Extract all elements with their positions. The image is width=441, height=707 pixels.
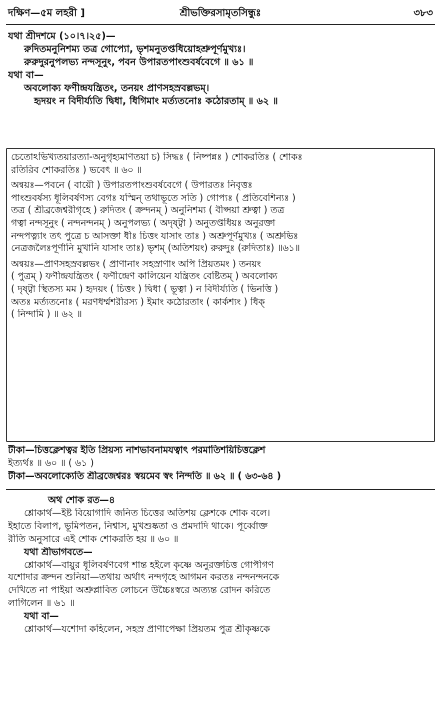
verse-source-line: যথা শ্রীদশমে (১০।৭।২৫)— [8, 31, 116, 42]
section-divider [6, 489, 435, 490]
header-chapter: দক্ষিণ—৫ম লহরী ] [8, 8, 85, 19]
translation-line: লাগিলেন ॥ ৬১ ॥ [8, 598, 75, 610]
translation-line: রীতি অনুসারে এই শোক শোকরতি হয় ॥ ৬০ ॥ [8, 533, 179, 545]
commentary-line: তত্র ( শ্রীব্রজেশ্বরীগৃহে ) রুদিতং ( ক্রন্দনম্ ) অনুনিশম্য ( বীপ্সয়া শ্রুত্বা ) তত্র [11, 205, 285, 217]
commentary-line: ( নিন্দামি ) ॥ ৬২ ॥ [11, 309, 82, 321]
commentary-line: অন্বয়ঃ—পবনে ( বায়ৌ ) উপারতপাংশুবর্ষবেগে ( উপারতঃ নিবৃত্তঃ [11, 180, 253, 192]
tika-line: টীকা—অবলোক্যেতি শ্রীব্রজেশ্বরঃ স্বয়মেব স্বং নিন্দতি ॥ ৬২ ॥ ( ৬৩-৬৪ ) [8, 470, 282, 482]
translation-line: শ্লোকার্থ—ইষ্ট বিয়োগাদি জনিত চিত্তের অতিশয় ক্লেশকে শোক বলে। [24, 507, 271, 519]
commentary-line: রতিরিব শোকরতিঃ ) ভবেৎ ॥ ৬০ ॥ [11, 164, 142, 176]
tika-line: ইত্যর্থঃ ॥ ৬০ ॥ ( ৬১ ) [8, 457, 94, 469]
commentary-box [6, 148, 435, 442]
header-divider [6, 24, 435, 25]
translation-section [8, 495, 435, 637]
commentary-line: অন্বয়ঃ—প্রাণসহস্রবল্লভং ( প্রাণানাং সহস্রাণাং অপি প্রিয়তমং ) তনয়ং [11, 258, 261, 270]
commentary-line: নেত্রজলৈঃপূর্ণানি মুখানি যাসাং তাঃ) ভৃশম্ (অতিশয়ং) রুরুদুঃ (রুদিতাঃ) ॥৬১॥ [11, 243, 300, 255]
commentary-line: পাংশুবর্ষস্য ধূলিবর্ষণস্য বেগঃ যস্মিন্ তথাভূতে সতি ) গোপ্যঃ ( প্রতিবেশিন্যঃ ) [11, 192, 296, 204]
running-header [8, 6, 433, 24]
verse-line: রুরুদুরনুপলভ্য নন্দসূনুং, পবন উপারতপাংশুবর্ষবেগে ॥ ৬১ ॥ [24, 57, 254, 68]
translation-line: দেখিতে না পাইয়া অশ্রুপ্লাবিত লোচনে উচ্চৈঃস্বরে অত্যন্ত রোদন করিতে [8, 585, 271, 597]
commentary-line: ( দৃষ্ট্বা স্থিতস্য মম ) হৃদয়ং ( চিত্তং ) দ্বিধা ( ভূত্বা ) ন বিদীর্য্যতি ( ভিনত্তি ) [11, 283, 279, 295]
section-heading: অথ শোক রত—৪ [48, 495, 115, 506]
translation-line: যশোদার ক্রন্দন শুনিয়া—তথায় অর্থাৎ নন্দগৃহে আগমন করতঃ নন্দনন্দনকে [8, 572, 280, 584]
commentary-line: নন্দপত্ন্যাং তৎ পুত্রে চ আসক্তা ধীঃ চিত্তং যাসাং তাঃ ) অশ্রুপূর্ণমুখ্যঃ ( অশ্রুভিঃ [11, 230, 299, 242]
verse-source-line: যথা বা— [8, 70, 44, 81]
verse-line: রুদিতমনুনিশম্য তত্র গোপ্যো, ভৃশমনুতপ্তধিয়োহশ্রুপূর্ণমুখ্যঃ। [24, 44, 246, 55]
commentary-line: গত্বা নন্দসূনুং ( নন্দনন্দনম্ ) অনুপলভ্য ( অদৃষ্ট্বা ) অনুতপ্তধিয়ঃ অনুরক্তা [11, 217, 276, 229]
verse-line: অবলোক্য ফণীন্দ্রযন্ত্রিতং, তনয়ং প্রাণসহস্রবল্লভম্। [24, 83, 210, 94]
verse-section [8, 30, 435, 108]
commentary-line: চেতোঽভিখ্যতয়ারত্যা-অনুগৃহ্যমাণতয়া চ) সিদ্ধঃ ( নিষ্পন্নঃ ) শোকরতিঃ ( শোকঃ [11, 152, 303, 163]
translation-line: ইহাতে বিলাপ, ভূমিপতন, নিশ্বাস, মুখশুষ্কতা ও প্রমদাদি থাকে। পূর্ব্বোক্ত [8, 520, 268, 532]
tika-line: টীকা—চিত্তক্লেশত্বর ইতি প্রিয়স্য নাশভাবনামযত্বাৎ পরমাতিশয়িচিত্তক্লেশ [8, 445, 266, 456]
header-book-title: শ্রীভক্তিরসামৃতসিন্ধুঃ [179, 8, 262, 19]
verse-line: হৃদয়ং ন বিদীর্য্যতি দ্বিধা, ধিগিমাং মর্ত্যতনোঃ কঠোরতাম্ ॥ ৬২ ॥ [34, 96, 278, 107]
commentary-line: অতঃ মর্ত্যতনোঃ ( মরণধর্ম্মশরীরস্য ) ইমাং কঠোরতাং ( কার্কশ্যং ) ধিক্ [11, 296, 265, 308]
source-line: যথা বা— [24, 611, 59, 623]
translation-line: শ্লোকার্থ—যশোদা কহিলেন, সহস্র প্রাণাপেক্ষা প্রিয়তম পুত্র শ্রীকৃষ্ণকে [24, 624, 270, 636]
commentary-line: ( পুত্রম্ ) ফণীন্দ্রযন্ত্রিতং ( ফণীন্দ্রেণ কালিয়েন যন্ত্রিতং বেষ্টিতম্ ) অবলোক্য [11, 271, 278, 283]
source-line: যথা শ্রীভাগবতে— [24, 546, 93, 558]
translation-line: শ্লোকার্থ—বায়ুর ধূলিবর্ষণবেগ শান্ত হইলে কৃষ্ণে অনুরক্তচিত্ত গোপীগণ [24, 559, 274, 571]
tika-section [8, 445, 435, 483]
page-number: ৩৮৩ [413, 8, 433, 19]
